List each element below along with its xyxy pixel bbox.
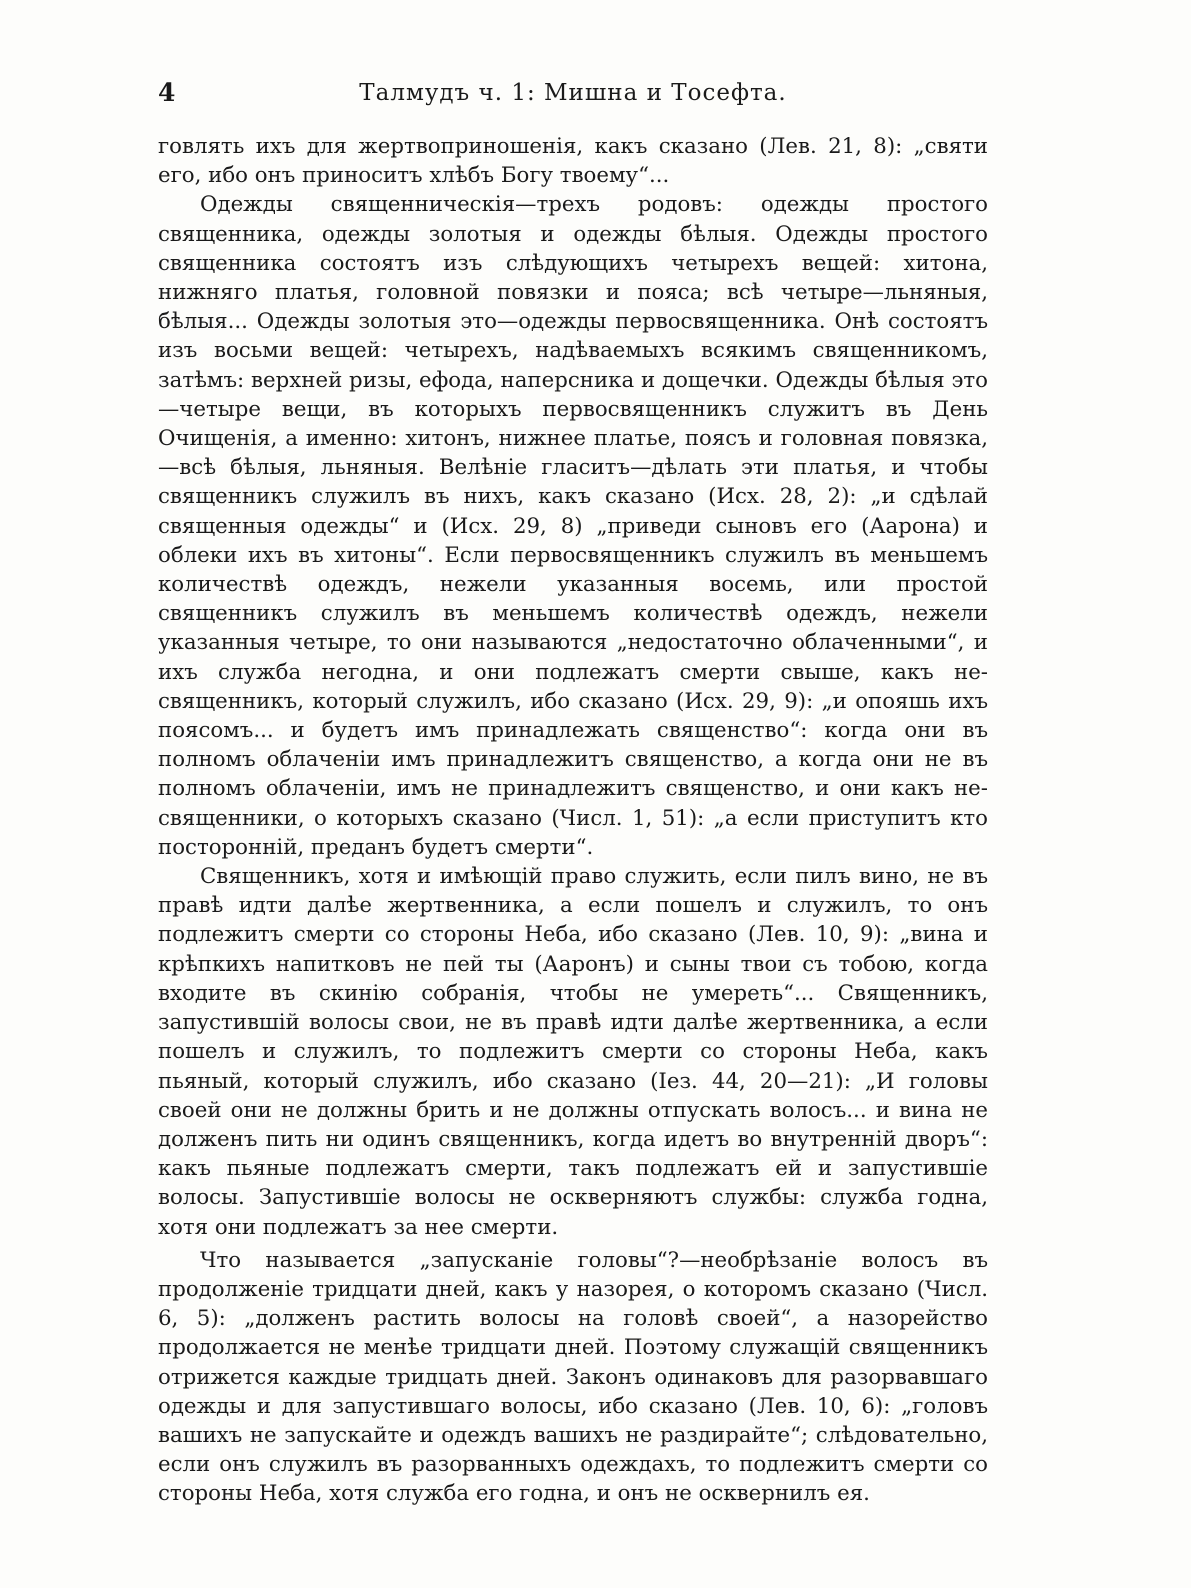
- paragraph-wine-and-hair: Священникъ, хотя и имѣющій право служить, если пилъ вино, не въ правѣ идти далѣе жертвенника, а если пошелъ и служилъ, то онъ подлежитъ смерти со стороны Неба, ибо сказано (Лев. 10, 9): „вина и крѣпкихъ напитковъ не пей ты (Ааронъ) и сыны твои съ тобою, когда входите въ скинію собранія, чтобы не умереть“... Священникъ, запустившій волосы свои, не въ правѣ идти далѣе жертвенника, а если пошелъ и служилъ, то подлежитъ смерти со стороны Неба, какъ пьяный, который служилъ, ибо сказано (Іез. 44, 20—21): „И головы своей они не должны брить и не должны отпускать волосъ... и вина не долженъ пить ни одинъ священникъ, когда идетъ во внутренній дворъ“: какъ пьяные подлежатъ смерти, такъ подлежатъ ей и запустившіе волосы. Запустившіе волосы не оскверняютъ службы: служба годна, хотя они подлежатъ за нее смерти.: [158, 864, 988, 1240]
- paragraph-letting-hair-grow: Что называется „запусканіе головы“?—необрѣзаніе волосъ въ продолженіе тридцати дней, какъ у назорея, о которомъ сказано (Числ. 6, 5): „долженъ растить волосы на головѣ своей“, а назорейство продолжается не менѣе тридцати дней. Поэтому служащій священникъ отрижется каждые тридцать дней. Законъ одинаковъ для разорвавшаго одежды и для запустившаго волосы, ибо сказано (Лев. 10, 6): „головъ вашихъ не запускайте и одеждъ вашихъ не раздирайте“; слѣдовательно, если онъ служилъ въ разорванныхъ одеждахъ, то подлежитъ смерти со стороны Неба, хотя служба его годна, и онъ не осквернилъ ея.: [158, 1247, 988, 1507]
- paragraph-continuation: говлять ихъ для жертвоприношенія, какъ сказано (Лев. 21, 8): „святи его, ибо онъ приноситъ хлѣбъ Богу твоему“...: [158, 134, 988, 189]
- page-header: [158, 74, 988, 114]
- page-number: 4: [158, 78, 176, 107]
- body-text: [158, 132, 988, 1509]
- paragraph-priestly-garments: Одежды священническія—трехъ родовъ: одежды простого священника, одежды золотыя и одежды бѣлыя. Одежды простого священника состоятъ изъ слѣдующихъ четырехъ вещей: хитона, нижняго платья, головной повязки и пояса; всѣ четыре—льняныя, бѣлыя... Одежды золотыя это—одежды первосвященника. Онѣ состоятъ изъ восьми вещей: четырехъ, надѣваемыхъ всякимъ священникомъ, затѣмъ: верхней ризы, ефода, наперсника и дощечки. Одежды бѣлыя это—четыре вещи, въ которыхъ первосвященникъ служитъ въ День Очищенія, а именно: хитонъ, нижнее платье, поясъ и головная повязка,—всѣ бѣлыя, льняныя. Велѣніе гласитъ—дѣлать эти платья, и чтобы священникъ служилъ въ нихъ, какъ сказано (Исх. 28, 2): „и сдѣлай священныя одежды“ и (Исх. 29, 8) „приведи сыновъ его (Аарона) и облеки ихъ въ хитоны“. Если первосвященникъ служилъ въ меньшемъ количествѣ одеждъ, нежели указанныя восемь, или простой священникъ служилъ въ меньшемъ количествѣ одеждъ, нежели указанныя четыре, то они называются „недостаточно облаченными“, и ихъ служба негодна, и они подлежатъ смерти свыше, какъ не-священникъ, который служилъ, ибо сказано (Исх. 29, 9): „и опояшь ихъ поясомъ... и будетъ имъ принадлежать священство“: когда они въ полномъ облаченіи имъ принадлежитъ священство, а когда они не въ полномъ облаченіи, имъ не принадлежитъ священство, и они какъ не-священники, о которыхъ сказано (Числ. 1, 51): „а если приступитъ кто посторонній, преданъ будетъ смерти“.: [158, 192, 988, 860]
- running-title: Талмудъ ч. 1: Мишна и Тосефта.: [359, 80, 787, 106]
